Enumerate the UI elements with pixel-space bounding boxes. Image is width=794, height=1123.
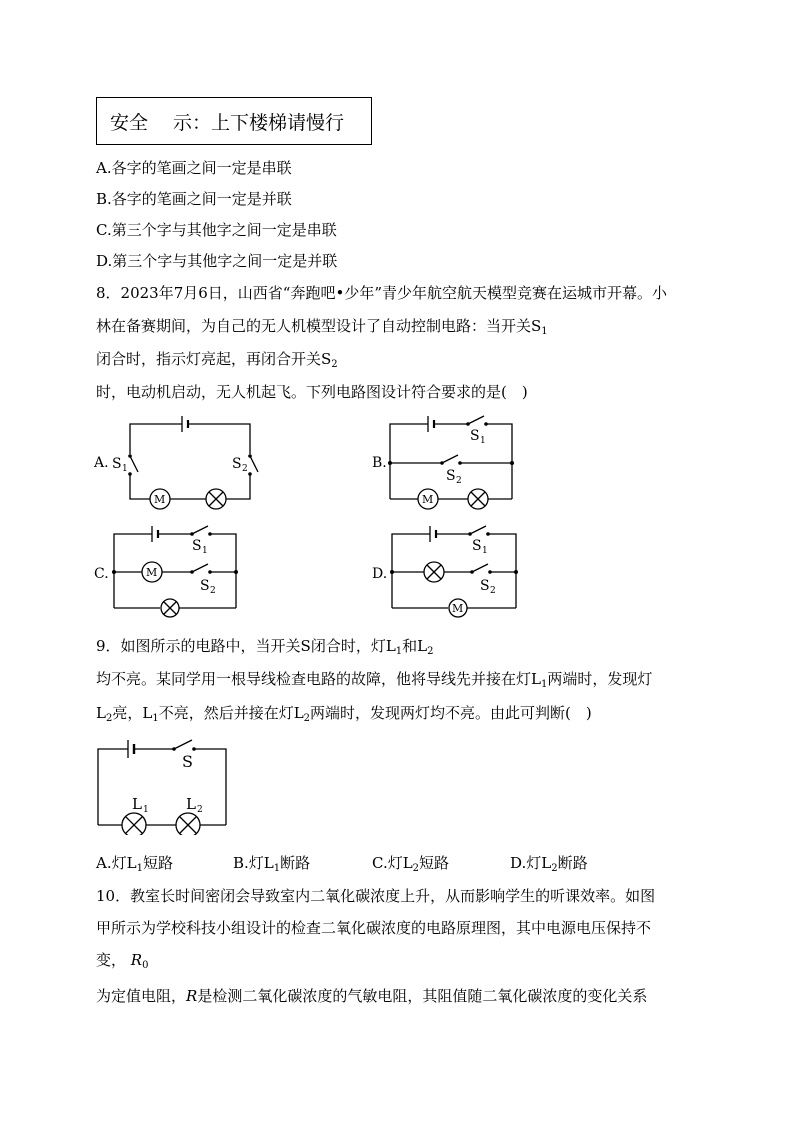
q8-line4: 时，电动机启动，无人机起飞。下列电路图设计符合要求的是( ) <box>96 383 528 401</box>
q9-option-b: B.灯$L_1$断路 <box>233 854 311 874</box>
q9-line3: $L_2$亮，$L_1$不亮，然后并接在灯$L_2$两端时，发现两灯均不亮。由此可判断( ) <box>96 704 592 724</box>
circuit-a <box>92 410 272 520</box>
svg-text:S: S <box>192 538 202 554</box>
q9-line2: 均不亮。某同学用一根导线检查电路的故障，他将导线先并接在灯$L_1$两端时，发现灯 <box>96 670 653 690</box>
svg-text:M: M <box>146 566 158 579</box>
q9-line1: 9．如图所示的电路中，当开关S闭合时，灯$L_1$和$L_2$ <box>96 637 434 657</box>
svg-text:M: M <box>452 602 464 615</box>
svg-text:2: 2 <box>197 805 203 815</box>
svg-text:1: 1 <box>482 546 488 556</box>
q10-line1: 10．教室长时间密闭会导致室内二氧化碳浓度上升，从而影响学生的听课效率。如图 <box>96 887 656 905</box>
q8-line3: 闭合时，指示灯亮起，再闭合开关$S_2$ <box>96 350 338 370</box>
svg-text:M: M <box>422 493 434 506</box>
svg-text:S: S <box>232 456 242 472</box>
q8-line1: 8．2023年7月6日，山西省“奔跑吧•少年”青少年航空航天模型竞赛在运城市开幕。小 <box>96 284 667 302</box>
svg-text:S: S <box>200 578 210 594</box>
circuit-d-label: D. <box>372 566 388 582</box>
svg-text:2: 2 <box>210 586 216 596</box>
svg-text:1: 1 <box>143 805 149 815</box>
circuit-a-label: A. <box>94 455 109 471</box>
q9-option-a: A.灯$L_1$短路 <box>96 854 173 874</box>
svg-text:1: 1 <box>122 464 128 474</box>
svg-text:M: M <box>154 493 166 506</box>
svg-text:S: S <box>446 468 456 484</box>
lamp-l1 <box>122 813 146 835</box>
svg-text:2: 2 <box>242 464 248 474</box>
q10-line4: 为定值电阻，R是检测二氧化碳浓度的气敏电阻，其阻值随二氧化碳浓度的变化关系 <box>96 987 648 1005</box>
svg-text:2: 2 <box>490 586 496 596</box>
circuit-d <box>370 518 530 618</box>
q7-option-c: C.第三个字与其他字之间一定是串联 <box>96 221 337 239</box>
q9-circuit <box>92 735 232 835</box>
svg-text:S: S <box>472 538 482 554</box>
q7-option-d: D.第三个字与其他字之间一定是并联 <box>96 252 338 270</box>
svg-text:L: L <box>132 795 142 813</box>
svg-text:S: S <box>470 428 480 444</box>
circuit-b-label: B. <box>372 455 387 471</box>
svg-text:L: L <box>186 795 196 813</box>
q10-line2: 甲所示为学校科技小组设计的检查二氧化碳浓度的电路原理图，其中电源电压保持不 <box>96 919 652 937</box>
q8-line2: 林在备赛期间，为自己的无人机模型设计了自动控制电路：当开关$S_1$ <box>96 317 548 337</box>
svg-text:1: 1 <box>480 436 486 446</box>
q9-option-d: D.灯$L_2$断路 <box>510 854 588 874</box>
q10-line3: 变， $R_0$ <box>96 951 149 971</box>
circuit-c-label: C. <box>94 566 109 582</box>
q7-option-b: B.各字的笔画之间一定是并联 <box>96 190 292 208</box>
circuit-b <box>370 410 530 520</box>
svg-text:S: S <box>480 578 490 594</box>
q9-option-c: C.灯$L_2$短路 <box>372 854 450 874</box>
lamp-l2 <box>176 813 200 835</box>
svg-text:S: S <box>112 456 122 472</box>
sign-text: 安全 示：上下楼梯请慢行 <box>110 112 345 134</box>
svg-text:S: S <box>182 752 193 771</box>
svg-text:2: 2 <box>456 476 462 486</box>
circuit-c <box>92 518 252 618</box>
svg-text:1: 1 <box>202 546 208 556</box>
q7-option-a: A.各字的笔画之间一定是串联 <box>96 159 292 177</box>
